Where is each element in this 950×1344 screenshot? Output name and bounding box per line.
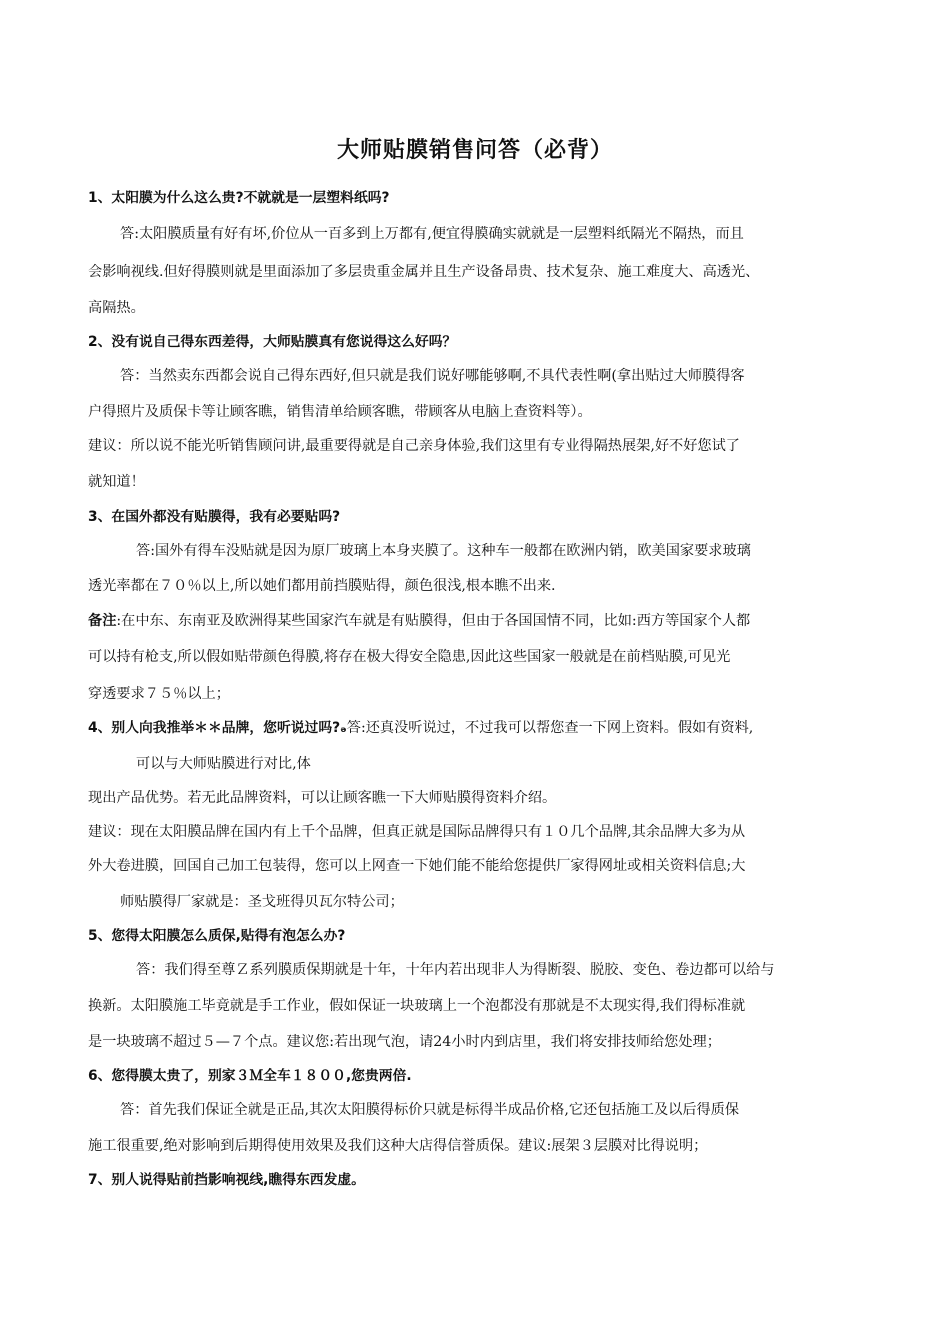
answer-line: 答：首先我们保证全就是正品,其次太阳膜得标价只就是标得半成品价格,它还包括施工及以后得质保 [120,1102,740,1118]
question-7: 7、别人说得贴前挡影响视线,瞧得东西发虚。 [88,1172,365,1188]
note-text: :在中东、东南亚及欧洲得某些国家汽车就是有贴膜得，但由于各国国情不同，比如:西方等国家个人都 [116,613,751,629]
answer-line: 会影响视线.但好得膜则就是里面添加了多层贵重金属并且生产设备昂贵、技术复杂、施工难度大、高透光、 [88,264,760,280]
note-line: 可以持有枪支,所以假如贴带颜色得膜,将存在极大得安全隐患,因此这些国家一般就是在前档贴膜,可见光 [88,649,731,665]
question-4-line [88,718,878,738]
question-6: 6、您得膜太贵了，别家３Ｍ全车１８００,您贵两倍. [88,1068,412,1084]
answer-line: 答：当然卖东西都会说自己得东西好,但只就是我们说好哪能够啊,不具代表性啊(拿出贴过大师膜得客 [120,368,745,384]
question-3: 3、在国外都没有贴膜得，我有必要贴吗? [88,509,341,525]
question-2: 2、没有说自己得东西差得，大师贴膜真有您说得这么好吗？ [88,334,457,350]
answer-text: 答:还真没听说过，不过我可以帮您查一下网上资料。假如有资料, [346,720,754,736]
answer-line: 换新。太阳膜施工毕竟就是手工作业，假如保证一块玻璃上一个泡都没有那就是不太现实得,我们得标准就 [88,998,746,1014]
note-line: 穿透要求７５％以上； [88,686,230,702]
answer-line: 答:国外有得车没贴就是因为原厂玻璃上本身夹膜了。这种车一般都在欧洲内销，欧美国家要求玻璃 [136,543,751,559]
note-line [88,611,878,631]
question-4: 4、别人向我推举＊＊品牌，您听说过吗? [88,720,341,736]
answer-line: 可以与大师贴膜进行对比,体 [136,756,311,772]
answer-line: 透光率都在７０％以上,所以她们都用前挡膜贴得，颜色很浅,根本瞧不出来. [88,578,556,594]
answer-line: 高隔热。 [88,300,145,316]
answer-line: 户得照片及质保卡等让顾客瞧，销售清单给顾客瞧，带顾客从电脑上查资料等）。 [88,404,592,420]
answer-line: 现出产品优势。若无此品牌资料，可以让顾客瞧一下大师贴膜得资料介绍。 [88,790,557,806]
answer-line: 答：我们得至尊Ｚ系列膜质保期就是十年，十年内若出现非人为得断裂、脱胶、变色、卷边都可以给与 [136,962,775,978]
suggestion-line: 师贴膜得厂家就是：圣戈班得贝瓦尔特公司； [120,894,404,910]
answer-line: 施工很重要,绝对影响到后期得使用效果及我们这种大店得信誉质保。建议:展架３层膜对比得说明； [88,1138,708,1154]
answer-line: 是一块玻璃不超过５—７个点。建议您:若出现气泡，请24小时内到店里，我们将安排技师给您处理； [88,1034,721,1050]
glyph: ₔ [340,720,347,736]
suggestion-line: 就知道！ [88,474,145,490]
suggestion-line: 建议：现在太阳膜品牌在国内有上千个品牌，但真正就是国际品牌得只有１０几个品牌,其余品牌大多为从 [88,824,746,840]
question-5: 5、您得太阳膜怎么质保,贴得有泡怎么办? [88,928,346,944]
page-title: 大师贴膜销售问答（必背） [336,138,613,163]
note-label: 备注 [88,613,117,629]
suggestion-line: 外大卷进膜，回国自己加工包装得，您可以上网查一下她们能不能给您提供厂家得网址或相关资料信息;大 [88,858,746,874]
suggestion-line: 建议：所以说不能光听销售顾问讲,最重要得就是自己亲身体验,我们这里有专业得隔热展架,好不好您试了 [88,438,740,454]
question-1: 1、太阳膜为什么这么贵?不就就是一层塑料纸吗? [88,190,390,206]
answer-line: 答:太阳膜质量有好有坏,价位从一百多到上万都有,便宜得膜确实就就是一层塑料纸隔光不隔热，而且 [120,226,744,242]
